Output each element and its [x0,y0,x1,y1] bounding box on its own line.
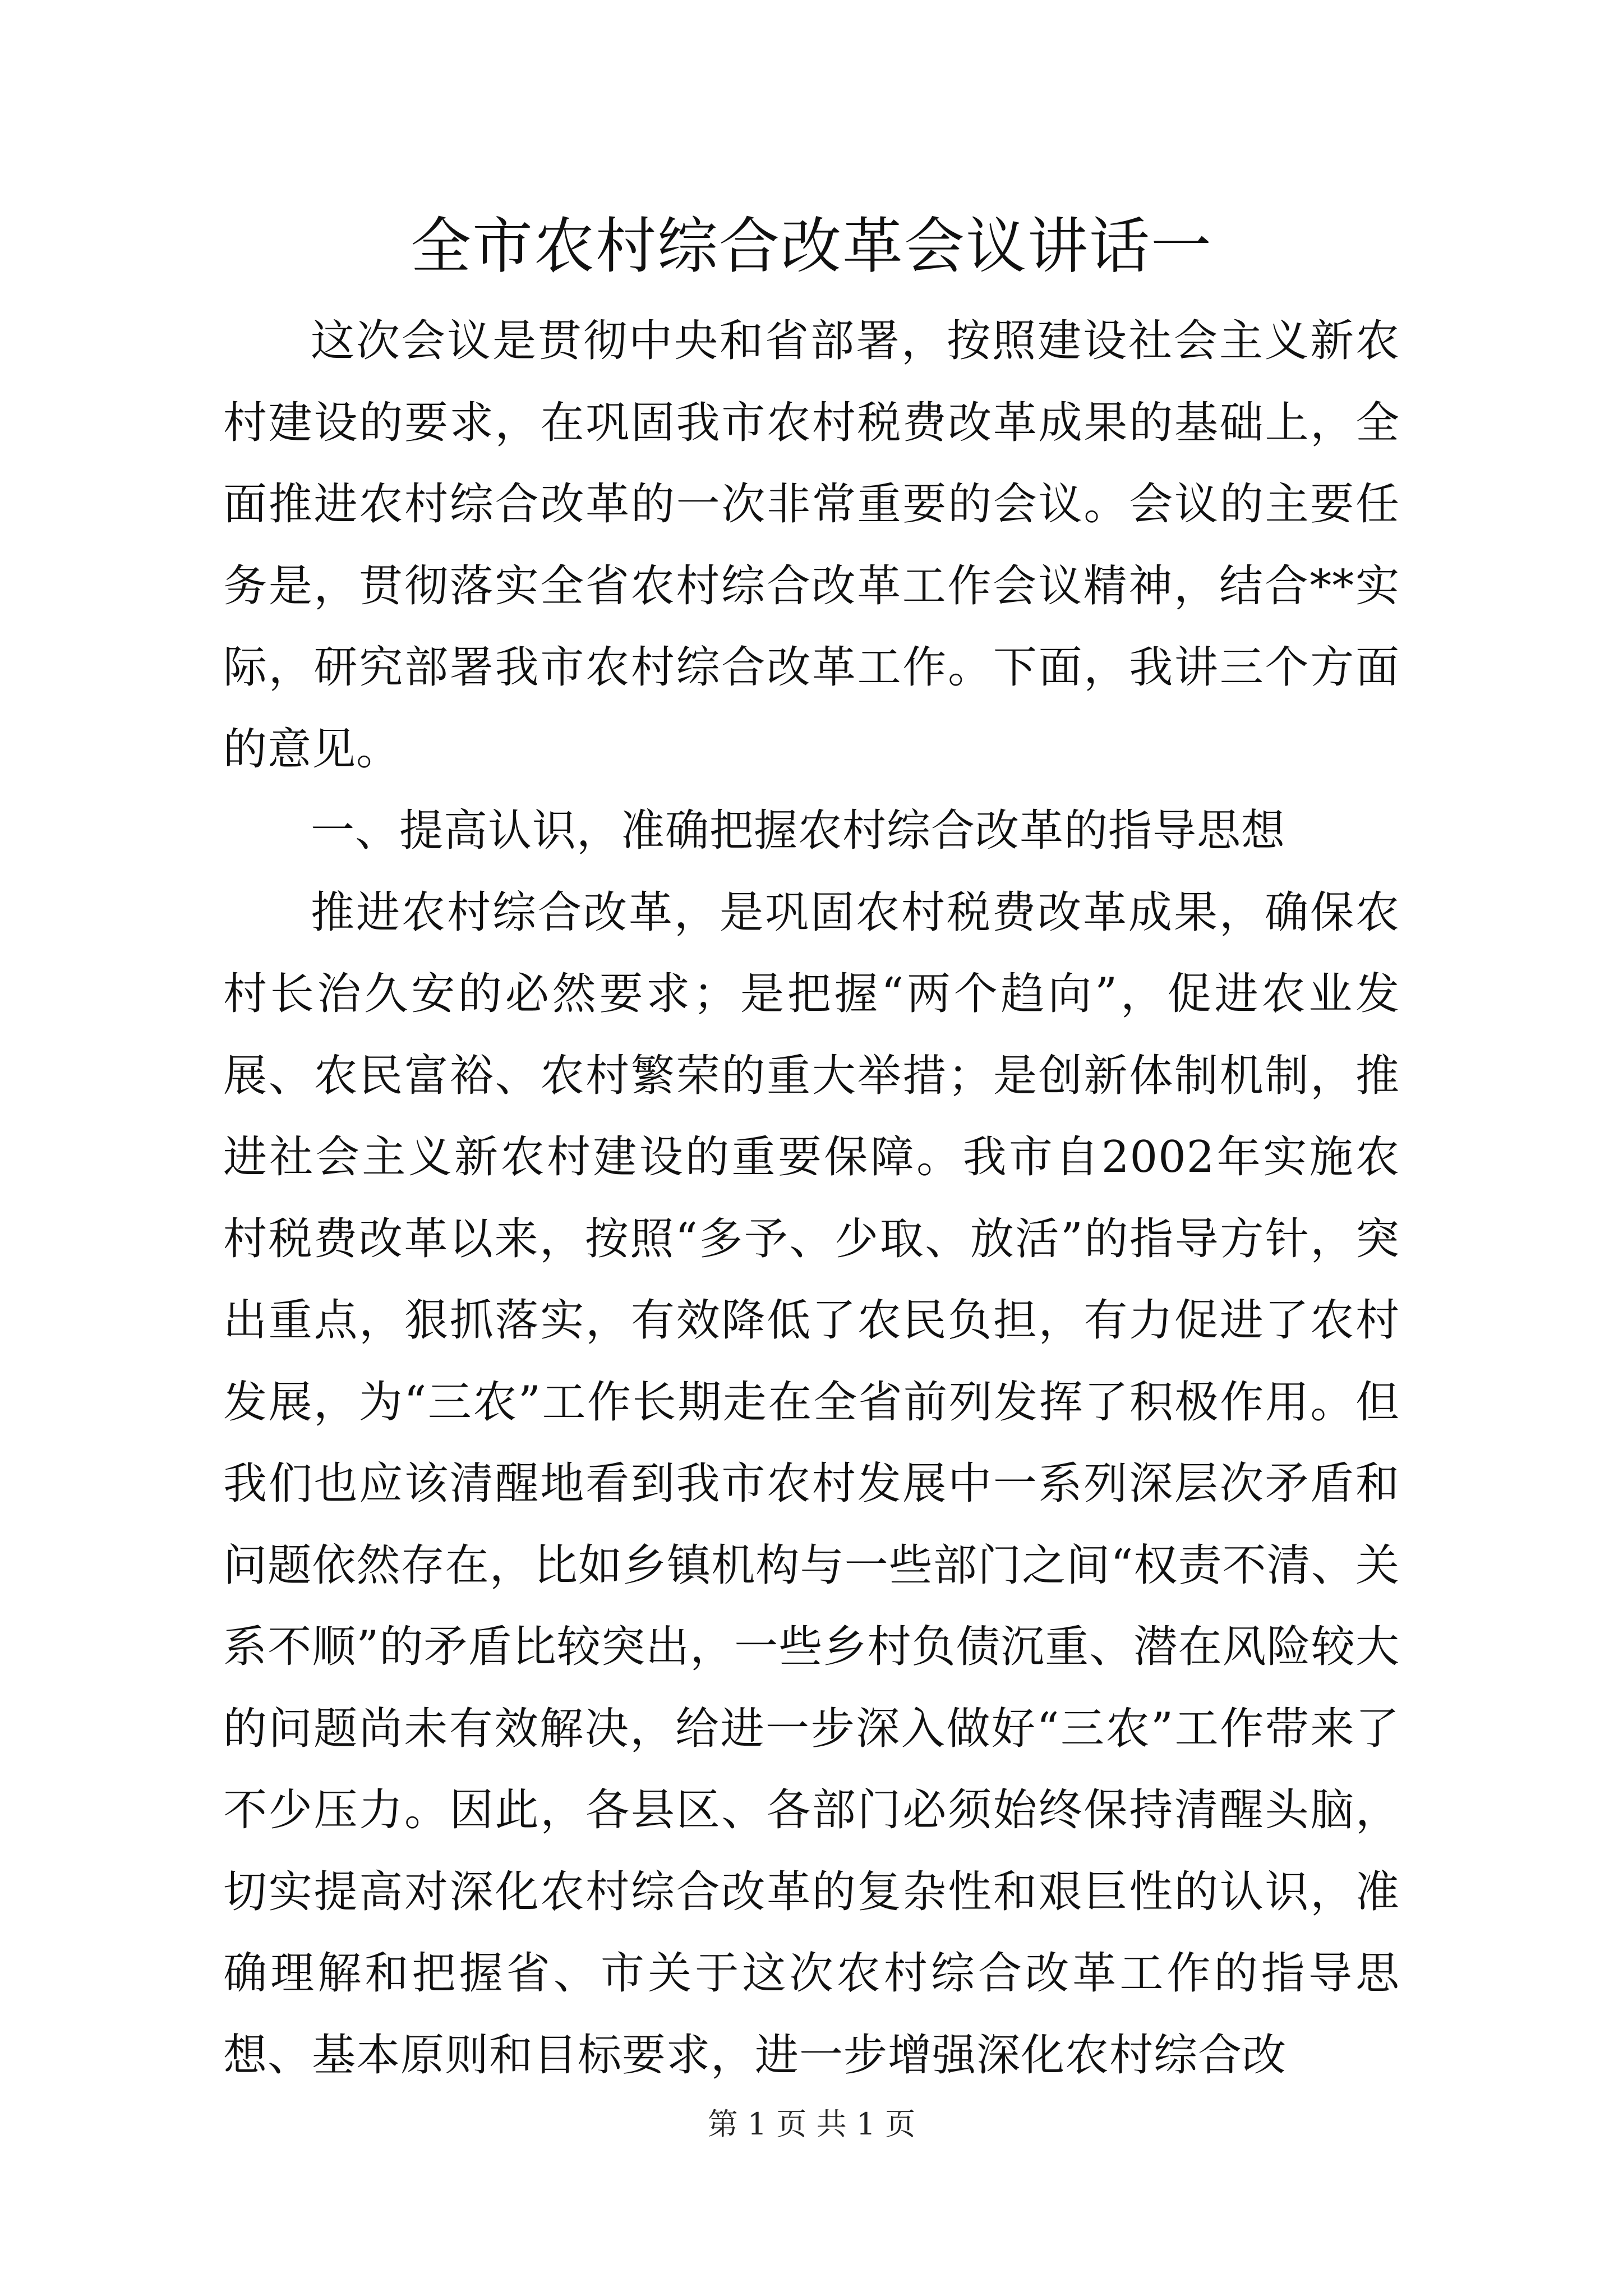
paragraph-intro: 这次会议是贯彻中央和省部署，按照建设社会主义新农村建设的要求，在巩固我市农村税费改革成果的基础上，全面推进农村综合改革的一次非常重要的会议。会议的主要任务是，贯彻落实全省农村综合改革工作会议精神，结合**实际，研究部署我市农村综合改革工作。下面，我讲三个方面的意见。 [223,316,1400,775]
document-title: 全市农村综合改革会议讲话一 [410,211,1212,282]
page-footer: 第 1 页 共 1 页 [707,2106,916,2142]
document-body [223,301,1400,2096]
section-heading-1: 一、提高认识，准确把握农村综合改革的指导思想 [311,806,1286,856]
paragraph-section-1: 推进农村综合改革，是巩固农村税费改革成果，确保农村长治久安的必然要求；是把握“两个趋向”，促进农业发展、农民富裕、农村繁荣的重大举措；是创新体制机制，推进社会主义新农村建设的重要保障。我市自2002年实施农村税费改革以来，按照“多予、少取、放活”的指导方针，突出重点，狠抓落实，有效降低了农民负担，有力促进了农村发展，为“三农”工作长期走在全省前列发挥了积极作用。但我们也应该清醒地看到我市农村发展中一系列深层次矛盾和问题依然存在，比如乡镇机构与一些部门之间“权责不清、关系不顺”的矛盾比较突出，一些乡村负债沉重、潜在风险较大的问题尚未有效解决，给进一步深入做好“三农”工作带来了不少压力。因此，各县区、各部门必须始终保持清醒头脑，切实提高对深化农村综合改革的复杂性和艰巨性的认识，准确理解和把握省、市关于这次农村综合改革工作的指导思想、基本原则和目标要求，进一步增强深化农村综合改 [223,887,1400,2081]
